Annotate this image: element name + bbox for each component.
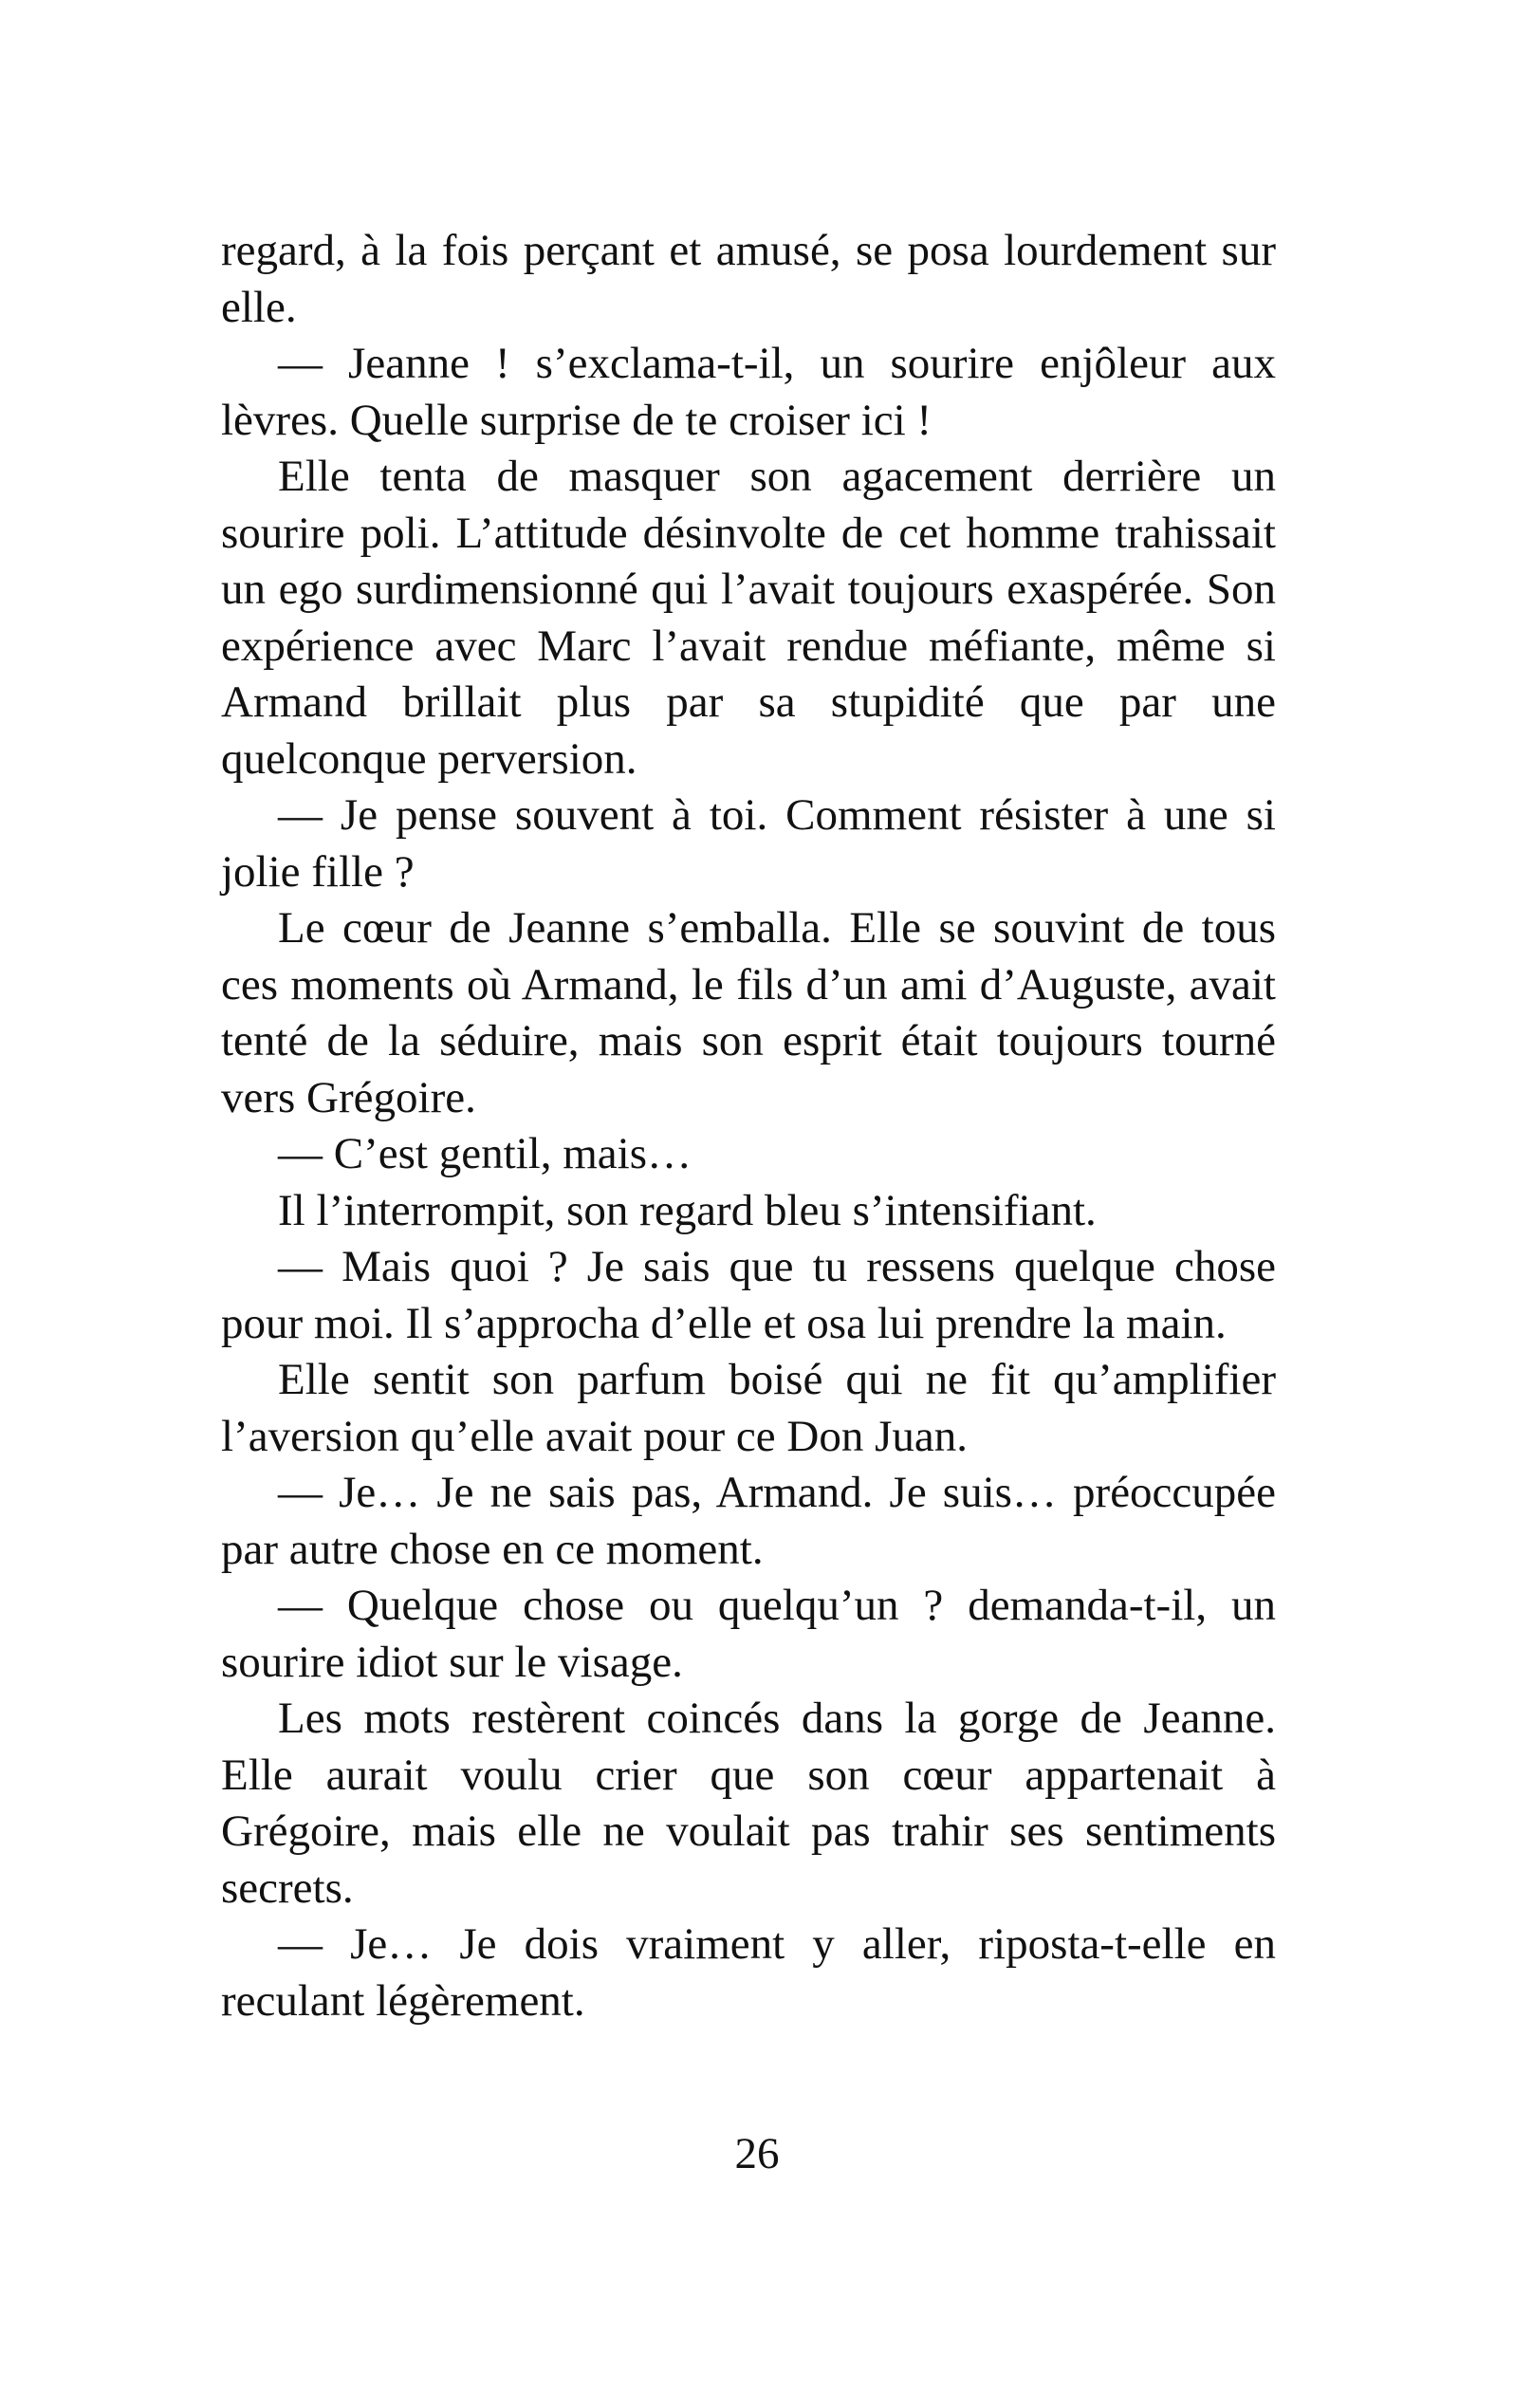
paragraph: Les mots restèrent coincés dans la gorge de Jeanne. Elle aurait voulu crier que son cœur appartenait à Grégoire, mais elle ne voulait pas trahir ses sentiments secrets. bbox=[221, 1694, 1276, 1913]
paragraph: Il l’interrompit, son regard bleu s’intensifiant. bbox=[278, 1185, 1097, 1235]
paragraph: — C’est gentil, mais… bbox=[278, 1129, 692, 1178]
paragraph: — Mais quoi ? Je sais que tu ressens quelque chose pour moi. Il s’approcha d’elle et osa lui prendre la main. bbox=[221, 1242, 1276, 1348]
paragraph: — Je pense souvent à toi. Comment résister à une si jolie fille ? bbox=[221, 790, 1276, 897]
paragraph: — Je… Je dois vraiment y aller, riposta-t-elle en reculant légèrement. bbox=[221, 1919, 1276, 2026]
body-text bbox=[221, 223, 1276, 2029]
page-number: 26 bbox=[734, 2129, 780, 2178]
paragraph: — Quelque chose ou quelqu’un ? demanda-t-il, un sourire idiot sur le visage. bbox=[221, 1581, 1276, 1687]
paragraph: — Je… Je ne sais pas, Armand. Je suis… préoccupée par autre chose en ce moment. bbox=[221, 1468, 1276, 1574]
paragraph: Elle tenta de masquer son agacement derrière un sourire poli. L’attitude désinvolte de cet homme trahissait un ego surdimensionné qui l’avait toujours exaspérée. Son expérience avec Marc l’avait rendue méfiante, même si Armand brillait plus par sa stupidité que par une quelconque perversion. bbox=[221, 452, 1276, 784]
paragraph: Elle sentit son parfum boisé qui ne fit qu’amplifier l’aversion qu’elle avait pour ce Don Juan. bbox=[221, 1355, 1276, 1461]
paragraph: Le cœur de Jeanne s’emballa. Elle se souvint de tous ces moments où Armand, le fils d’un ami d’Auguste, avait tenté de la séduire, mais son esprit était toujours tourné vers Grégoire. bbox=[221, 903, 1276, 1122]
paragraph: — Jeanne ! s’exclama-t-il, un sourire enjôleur aux lèvres. Quelle surprise de te croiser ici ! bbox=[221, 339, 1276, 445]
paragraph: regard, à la fois perçant et amusé, se posa lourdement sur elle. bbox=[221, 226, 1276, 332]
